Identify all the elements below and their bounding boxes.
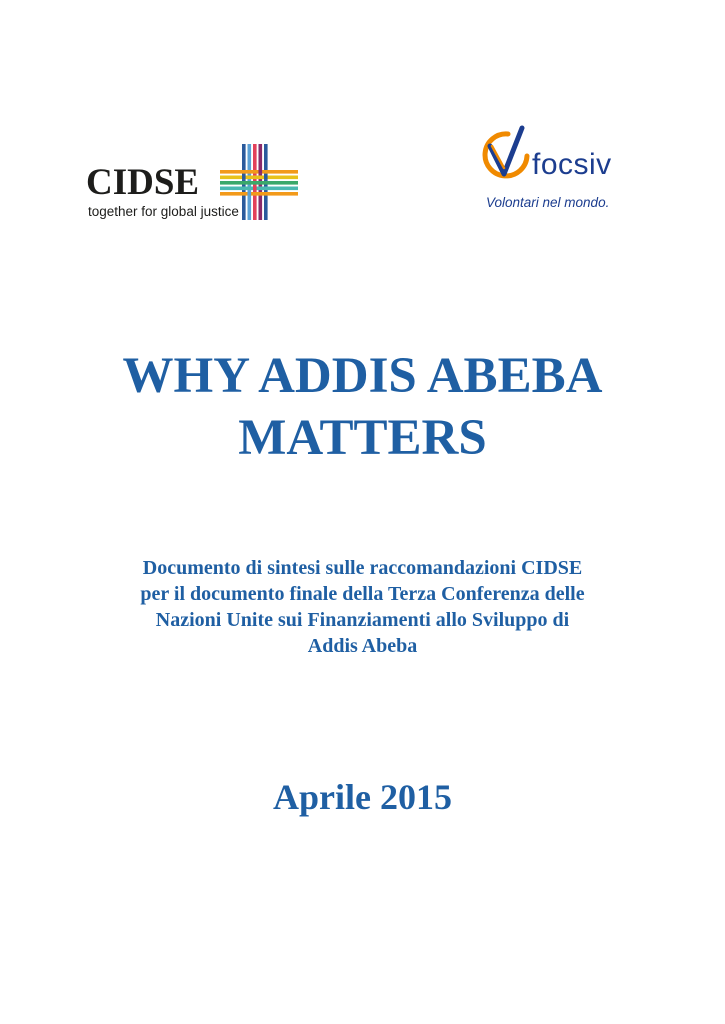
focsiv-logo-wordmark: focsiv [532,148,612,181]
cidse-logo-tagline: together for global justice [88,204,239,219]
subtitle-line-2: per il documento finale della Terza Conferenza delle [140,583,585,605]
cidse-logo-wordmark: CIDSE [86,162,200,203]
document-title-line-2: MATTERS [238,410,487,466]
document-date: Aprile 2015 [273,777,452,817]
focsiv-checkmark-icon [482,122,534,184]
document-title [0,345,725,469]
subtitle-line-4: Addis Abeba [307,635,418,657]
focsiv-logo-tagline: Volontari nel mondo. [486,195,610,210]
focsiv-logo [482,122,632,218]
document-title-line-1: WHY ADDIS ABEBA [122,348,603,404]
subtitle-line-3: Nazioni Unite sui Finanziamenti allo Sviluppo di [155,609,570,631]
subtitle-line-1: Documento di sintesi sulle raccomandazioni CIDSE [142,557,583,579]
cidse-logo [86,144,298,226]
document-subtitle [60,555,665,659]
cidse-cross-icon [220,144,298,220]
